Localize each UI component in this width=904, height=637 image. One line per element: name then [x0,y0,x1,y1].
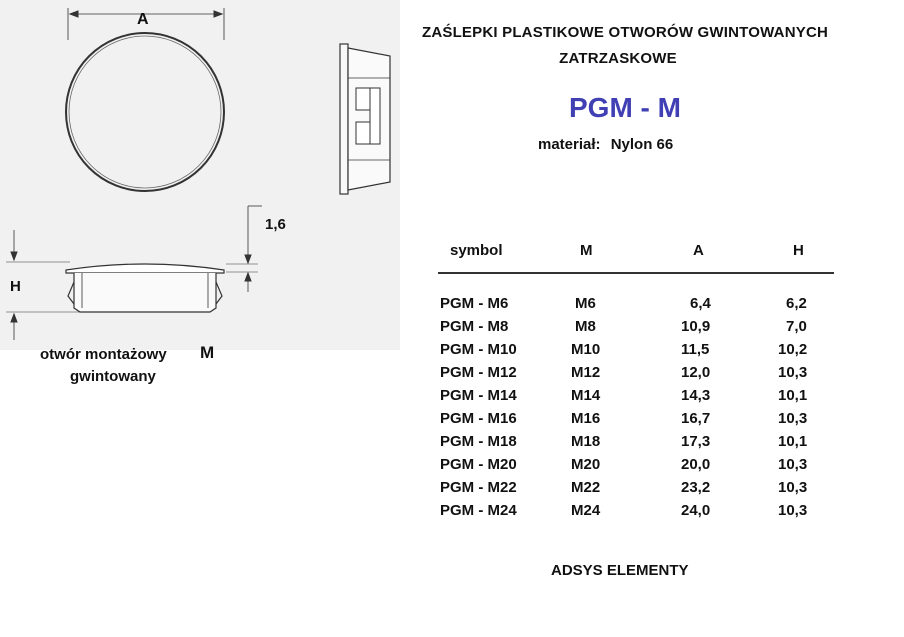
dimension-a-label: A [137,11,149,28]
cell-m: M8 [575,318,596,335]
technical-drawing [0,0,400,350]
cell-a: 6,4 [690,295,711,312]
column-header-symbol: symbol [450,242,503,259]
product-code: PGM - M [569,92,681,123]
table-row [438,479,838,502]
cell-symbol: PGM - M18 [440,433,517,450]
cell-m: M22 [571,479,601,496]
title-line-2: ZATRZASKOWE [559,50,677,67]
column-header-m: M [580,242,593,259]
cell-symbol: PGM - M22 [440,479,517,496]
dimension-h-label: H [10,278,21,295]
table-row [438,433,838,456]
cell-h: 10,3 [778,502,808,519]
cell-m: M18 [571,433,601,450]
cell-a: 11,5 [681,341,710,358]
cell-h: 10,1 [778,387,808,404]
cell-h: 7,0 [786,318,807,335]
cell-h: 10,2 [778,341,808,358]
cell-a: 10,9 [681,318,711,335]
cell-h: 10,3 [778,456,808,473]
cell-m: M16 [571,410,601,427]
cell-symbol: PGM - M12 [440,364,517,381]
cell-h: 6,2 [786,295,807,312]
table-row [438,341,838,364]
cell-symbol: PGM - M10 [440,341,517,358]
cell-a: 12,0 [681,364,711,381]
cell-m: M14 [571,387,601,404]
hole-label-line2: gwintowany [70,368,156,385]
dimension-thickness-label: 1,6 [265,216,286,233]
table-row [438,387,838,410]
cell-symbol: PGM - M20 [440,456,517,473]
cell-a: 20,0 [681,456,711,473]
plug-drawing-svg [0,0,400,350]
cell-symbol: PGM - M14 [440,387,517,404]
title-line-1: ZAŚLEPKI PLASTIKOWE OTWORÓW GWINTOWANYCH [421,24,829,41]
column-header-a: A [693,242,704,259]
cell-m: M6 [575,295,596,312]
front-view [6,206,262,340]
cell-symbol: PGM - M16 [440,410,517,427]
material-value: Nylon 66 [610,136,674,153]
column-header-h: H [793,242,804,259]
table-row [438,456,838,479]
table-header-divider [438,272,834,274]
material-line [538,136,679,153]
top-view [66,8,224,191]
cell-h: 10,1 [778,433,808,450]
cell-symbol: PGM - M8 [440,318,509,335]
cell-a: 17,3 [681,433,711,450]
company-name: ADSYS ELEMENTY [551,562,689,579]
cell-m: M24 [571,502,601,519]
cell-m: M20 [571,456,601,473]
table-row [438,364,838,387]
cell-symbol: PGM - M6 [440,295,509,312]
cell-symbol: PGM - M24 [440,502,517,519]
table-row [438,410,838,433]
table-row [438,295,838,318]
cell-h: 10,3 [778,479,808,496]
hole-label-line1: otwór montażowy [40,346,167,363]
table-row [438,502,838,525]
cell-m: M10 [571,341,601,358]
hole-label-m: M [200,343,215,362]
table-row [438,318,838,341]
cell-h: 10,3 [778,410,808,427]
cell-a: 24,0 [681,502,711,519]
cell-m: M12 [571,364,601,381]
cell-a: 23,2 [681,479,711,496]
cell-a: 16,7 [681,410,711,427]
cell-a: 14,3 [681,387,711,404]
cell-h: 10,3 [778,364,808,381]
material-label: materiał: [538,136,601,153]
